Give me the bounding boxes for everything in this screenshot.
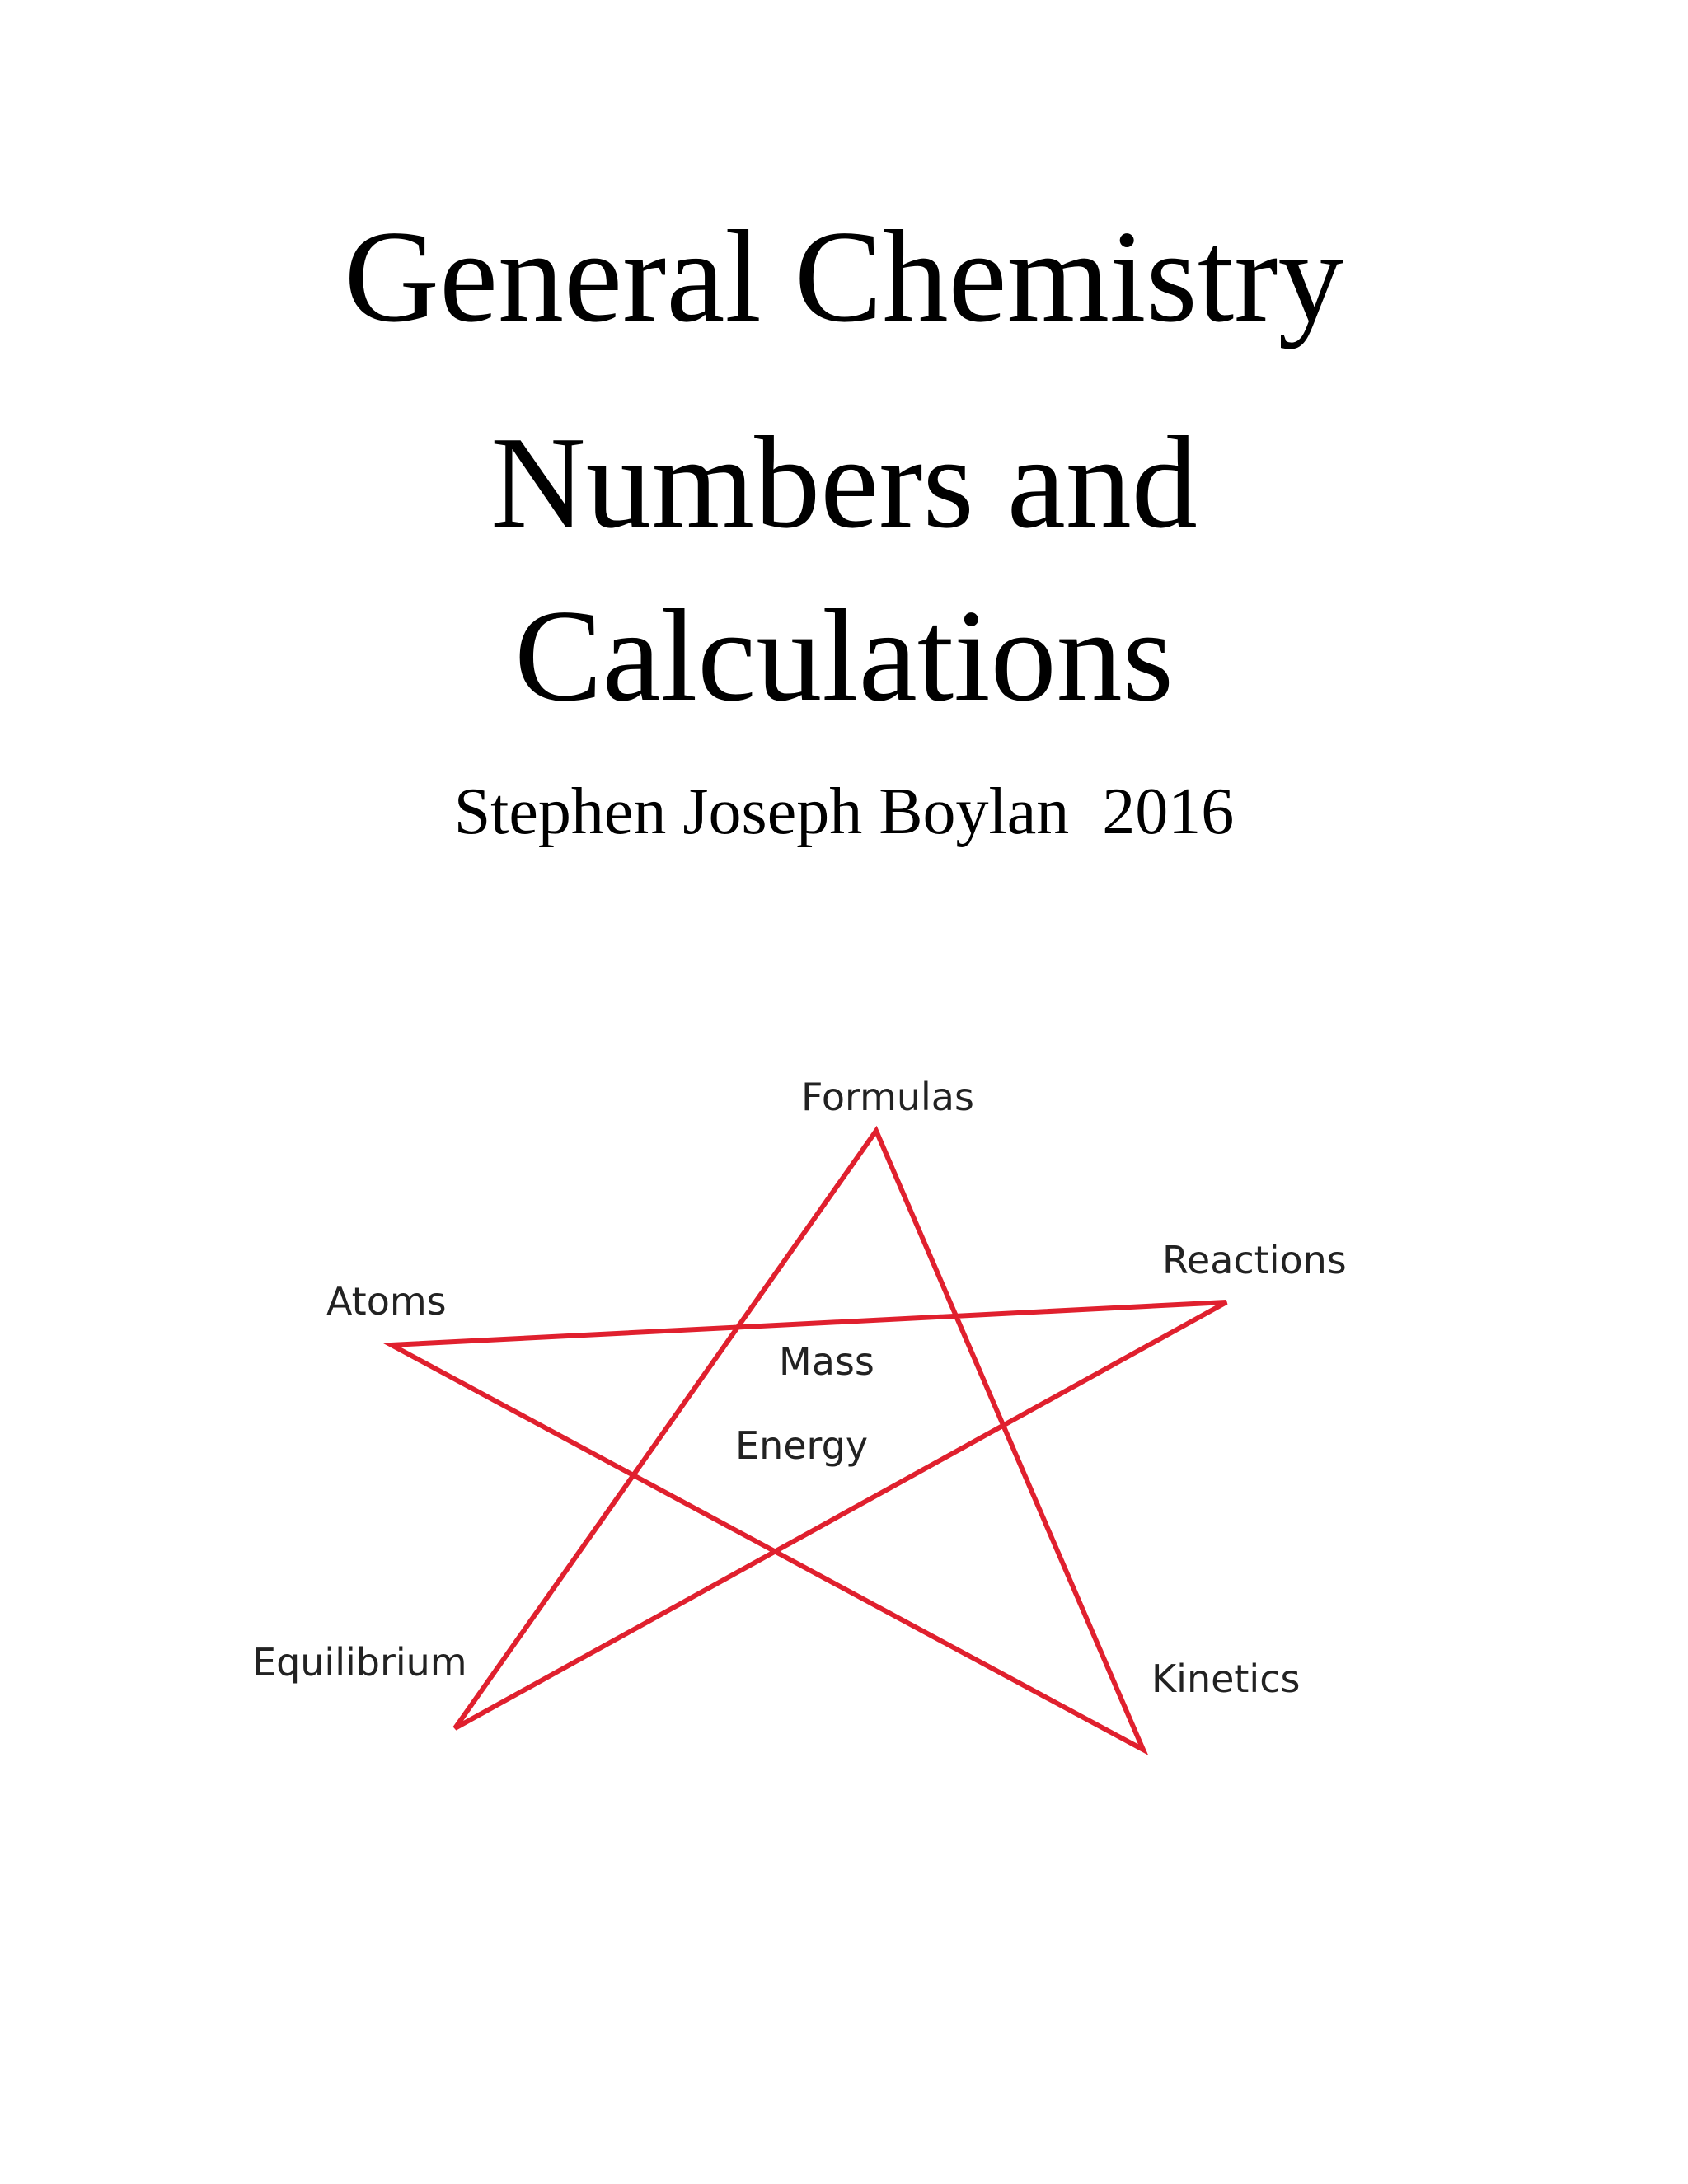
vertex-label-atoms: Atoms xyxy=(326,1279,447,1324)
center-label-mass: Mass xyxy=(779,1339,874,1384)
title-line-3: Calculations xyxy=(514,582,1174,729)
title-line-1: General Chemistry xyxy=(344,203,1344,349)
vertex-label-reactions: Reactions xyxy=(1162,1238,1347,1282)
center-label-energy: Energy xyxy=(735,1423,869,1468)
author-line: Stephen Joseph Boylan 2016 xyxy=(453,776,1235,848)
vertex-label-equilibrium: Equilibrium xyxy=(252,1640,467,1685)
vertex-label-formulas: Formulas xyxy=(801,1075,974,1119)
vertex-label-kinetics: Kinetics xyxy=(1151,1657,1301,1701)
title-line-2: Numbers and xyxy=(490,409,1198,555)
